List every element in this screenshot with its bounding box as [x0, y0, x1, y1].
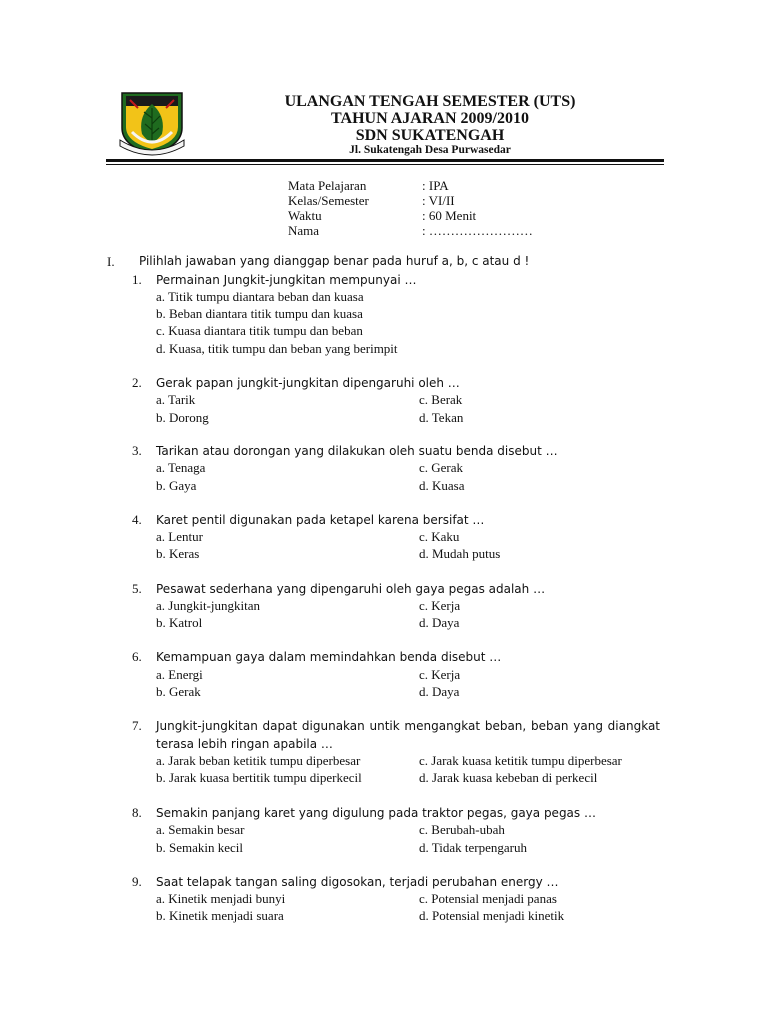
answer-option: b. Beban diantara titik tumpu dan kuasa — [156, 306, 363, 321]
answer-option: b. Semakin kecil — [156, 840, 244, 855]
exam-title: ULANGAN TENGAH SEMESTER (UTS) — [284, 93, 576, 110]
answer-option: b. Keras — [156, 546, 200, 561]
answer-option: c. Kuasa diantara titik tumpu dan beban — [156, 323, 363, 338]
question-text: Saat telapak tangan saling digosokan, terjadi perubahan energy … — [156, 875, 559, 889]
answer-option: c. Gerak — [419, 460, 464, 475]
answer-option: d. Tekan — [419, 410, 464, 425]
info-label: Nama — [288, 223, 320, 238]
info-value: : VI/II — [422, 193, 455, 208]
question-number: 2. — [132, 375, 142, 390]
answer-option: d. Tidak terpengaruh — [419, 840, 527, 855]
answer-option: a. Semakin besar — [156, 822, 245, 837]
answer-option: b. Gerak — [156, 684, 201, 699]
answer-option: c. Jarak kuasa ketitik tumpu diperbesar — [419, 753, 622, 768]
academic-year: TAHUN AJARAN 2009/2010 — [331, 110, 529, 127]
answer-option: d. Daya — [419, 615, 460, 630]
question-text: Jungkit-jungkitan dapat digunakan untik mengangkat beban, beban yang diangkat — [156, 719, 660, 733]
question-number: 8. — [132, 805, 142, 820]
answer-option: b. Kinetik menjadi suara — [156, 908, 284, 923]
question-number: 6. — [132, 649, 142, 664]
info-label: Mata Pelajaran — [288, 178, 367, 193]
answer-option: d. Potensial menjadi kinetik — [419, 908, 565, 923]
question-text: Karet pentil digunakan pada ketapel karena bersifat … — [156, 513, 485, 527]
answer-option: a. Jarak beban ketitik tumpu diperbesar — [156, 753, 361, 768]
answer-option: d. Jarak kuasa kebeban di perkecil — [419, 770, 598, 785]
question-text: Tarikan atau dorongan yang dilakukan oleh suatu benda disebut … — [156, 444, 558, 458]
answer-option: c. Berak — [419, 392, 463, 407]
answer-option: a. Kinetik menjadi bunyi — [156, 891, 286, 906]
answer-option: a. Energi — [156, 667, 203, 682]
answer-option: d. Kuasa — [419, 478, 465, 493]
question-text-continued: terasa lebih ringan apabila … — [156, 737, 333, 751]
answer-option: b. Dorong — [156, 410, 209, 425]
section-number: I. — [107, 254, 115, 269]
answer-option: a. Tarik — [156, 392, 196, 407]
school-emblem-logo — [118, 90, 186, 156]
question-text: Permainan Jungkit-jungkitan mempunyai … — [156, 273, 417, 287]
header-divider-thin — [106, 164, 664, 165]
answer-option: c. Berubah-ubah — [419, 822, 505, 837]
section-instruction: Pilihlah jawaban yang dianggap benar pada huruf a, b, c atau d ! — [139, 254, 530, 268]
question-number: 7. — [132, 718, 142, 733]
question-number: 3. — [132, 443, 142, 458]
answer-option: a. Jungkit-jungkitan — [156, 598, 260, 613]
answer-option: a. Tenaga — [156, 460, 206, 475]
question-text: Kemampuan gaya dalam memindahkan benda disebut … — [156, 650, 502, 664]
info-value: : …………………… — [422, 223, 533, 238]
answer-option: d. Mudah putus — [419, 546, 501, 561]
answer-option: b. Jarak kuasa bertitik tumpu diperkecil — [156, 770, 362, 785]
answer-option: a. Titik tumpu diantara beban dan kuasa — [156, 289, 364, 304]
question-number: 9. — [132, 874, 142, 889]
school-address: Jl. Sukatengah Desa Purwasedar — [349, 144, 511, 156]
question-text: Gerak papan jungkit-jungkitan dipengaruhi oleh … — [156, 376, 460, 390]
answer-option: b. Gaya — [156, 478, 197, 493]
question-text: Pesawat sederhana yang dipengaruhi oleh gaya pegas adalah … — [156, 582, 546, 596]
answer-option: c. Kerja — [419, 598, 461, 613]
header-divider-thick — [106, 159, 664, 162]
question-text: Semakin panjang karet yang digulung pada traktor pegas, gaya pegas … — [156, 806, 596, 820]
question-number: 4. — [132, 512, 142, 527]
info-label: Kelas/Semester — [288, 193, 369, 208]
answer-option: d. Daya — [419, 684, 460, 699]
school-name: SDN SUKATENGAH — [355, 127, 505, 144]
answer-option: c. Kaku — [419, 529, 460, 544]
answer-option: c. Potensial menjadi panas — [419, 891, 557, 906]
question-number: 5. — [132, 581, 142, 596]
answer-option: d. Kuasa, titik tumpu dan beban yang berimpit — [156, 341, 398, 356]
answer-option: a. Lentur — [156, 529, 203, 544]
answer-option: b. Katrol — [156, 615, 203, 630]
info-value: : 60 Menit — [422, 208, 477, 223]
info-label: Waktu — [288, 208, 322, 223]
answer-option: c. Kerja — [419, 667, 461, 682]
question-number: 1. — [132, 272, 142, 287]
info-value: : IPA — [422, 178, 449, 193]
